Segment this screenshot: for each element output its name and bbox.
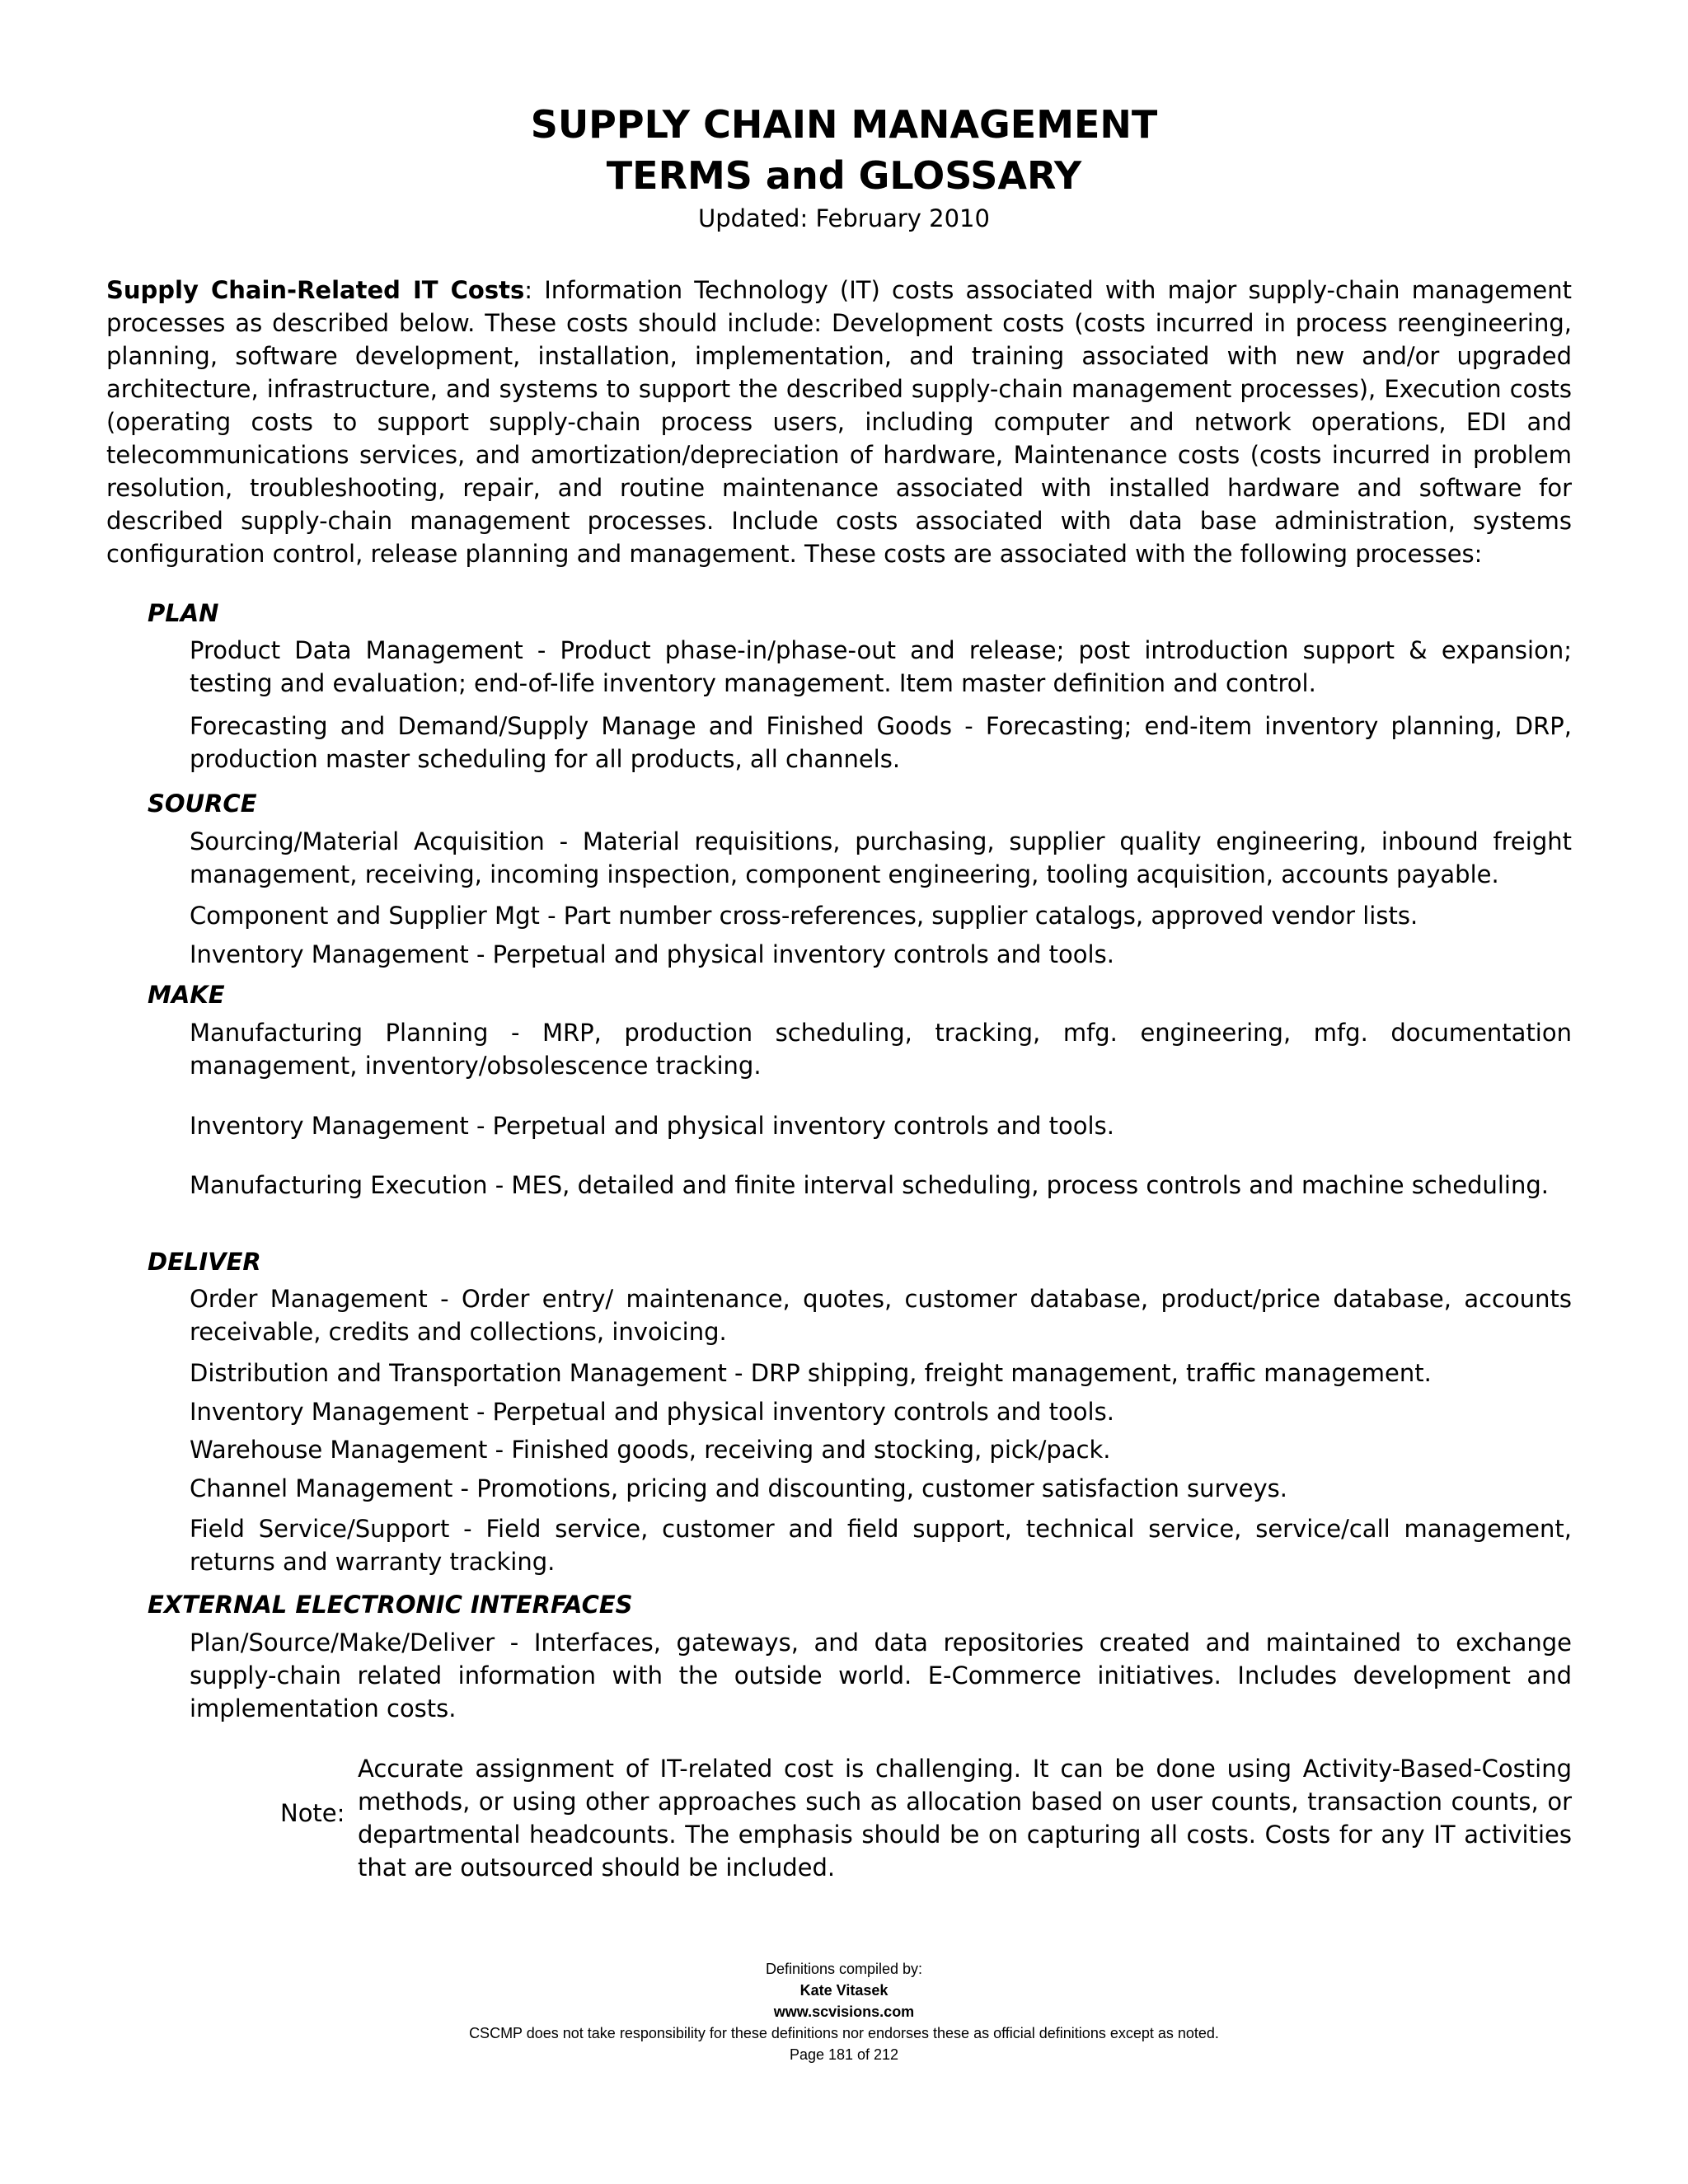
list-item: Forecasting and Demand/Supply Manage and Finished Goods - Forecasting; end-item inventory planning, DRP, production master scheduling for all products, all channels. — [190, 712, 1572, 773]
footer-website: www.scvisions.com — [773, 2004, 915, 2020]
list-item: Field Service/Support - Field service, customer and field support, technical service, service/call management, returns and warranty tracking. — [190, 1515, 1572, 1576]
section-label-external-interfaces: EXTERNAL ELECTRONIC INTERFACES — [148, 1591, 633, 1619]
list-item: Channel Management - Promotions, pricing and discounting, customer satisfaction surveys. — [190, 1474, 1287, 1502]
section-label-make: MAKE — [148, 981, 225, 1009]
list-item: Order Management - Order entry/ maintenance, quotes, customer database, product/price database, accounts receivable, credits and collections, invoicing. — [190, 1285, 1572, 1346]
title-line-1: SUPPLY CHAIN MANAGEMENT — [530, 102, 1158, 147]
list-item: Product Data Management - Product phase-in/phase-out and release; post introduction support & expansion; testing and evaluation; end-of-life inventory management. Item master definition and control. — [190, 636, 1572, 697]
page-footer — [0, 1958, 1688, 2065]
list-item: Inventory Management - Perpetual and physical inventory controls and tools. — [190, 1398, 1114, 1426]
list-item: Manufacturing Execution - MES, detailed and finite interval scheduling, process controls and machine scheduling. — [190, 1171, 1549, 1199]
note-text: Accurate assignment of IT-related cost is challenging. It can be done using Activity-Based-Costing methods, or using other approaches such as allocation based on user counts, transaction counts, or departmental headcounts. The emphasis should be on capturing all costs. Costs for any IT activities that are outsourced should be included. — [358, 1755, 1572, 1882]
section-label-deliver: DELIVER — [148, 1248, 261, 1276]
page-title — [0, 99, 1688, 201]
footer-author: Kate Vitasek — [799, 1982, 889, 1999]
list-item: Manufacturing Planning - MRP, production scheduling, tracking, mfg. engineering, mfg. documentation management, inventory/obsolescence tracking. — [190, 1019, 1572, 1080]
list-item: Inventory Management - Perpetual and physical inventory controls and tools. — [190, 940, 1114, 968]
section-label-plan: PLAN — [148, 599, 219, 627]
updated-date: Updated: February 2010 — [698, 204, 990, 232]
term-name: Supply Chain-Related IT Costs — [106, 276, 525, 304]
footer-compiled-by: Definitions compiled by: — [765, 1961, 923, 1977]
list-item: Warehouse Management - Finished goods, receiving and stocking, pick/pack. — [190, 1436, 1111, 1464]
title-line-2: TERMS and GLOSSARY — [606, 153, 1082, 198]
list-item: Plan/Source/Make/Deliver - Interfaces, gateways, and data repositories created and maintained to exchange supply-chain related information with the outside world. E-Commerce initiatives. Includes development and implementation costs. — [190, 1629, 1572, 1722]
list-item: Inventory Management - Perpetual and physical inventory controls and tools. — [190, 1112, 1114, 1140]
term-definition: : Information Technology (IT) costs associated with major supply-chain management processes as described below. These costs should include: Development costs (costs incurred in process reengineering, planning, software development, installation, implementation, and training associated with new and/or upgraded architecture, infrastructure, and systems to support the described supply-chain management processes), Execution costs (operating costs to support supply-chain process users, including computer and network operations, EDI and telecommunications services, and amortization/depreciation of hardware, Maintenance costs (costs incurred in problem resolution, troubleshooting, repair, and routine maintenance associated with installed hardware and software for described supply-chain management processes. Include costs associated with data base administration, systems configuration control, release planning and management. These costs are associated with the following processes: — [106, 276, 1572, 568]
intro-paragraph — [106, 274, 1572, 597]
section-label-source: SOURCE — [148, 790, 257, 818]
list-item: Distribution and Transportation Management - DRP shipping, freight management, traffic management. — [190, 1359, 1432, 1387]
list-item: Sourcing/Material Acquisition - Material requisitions, purchasing, supplier quality engineering, inbound freight management, receiving, incoming inspection, component engineering, tooling acquisition, accounts payable. — [190, 827, 1572, 888]
footer-disclaimer: CSCMP does not take responsibility for these definitions nor endorses these as official definitions except as noted. — [469, 2025, 1219, 2041]
note-label: Note: — [280, 1799, 345, 1827]
list-item: Component and Supplier Mgt - Part number cross-references, supplier catalogs, approved vendor lists. — [190, 902, 1418, 930]
footer-page-number: Page 181 of 212 — [789, 2046, 899, 2063]
